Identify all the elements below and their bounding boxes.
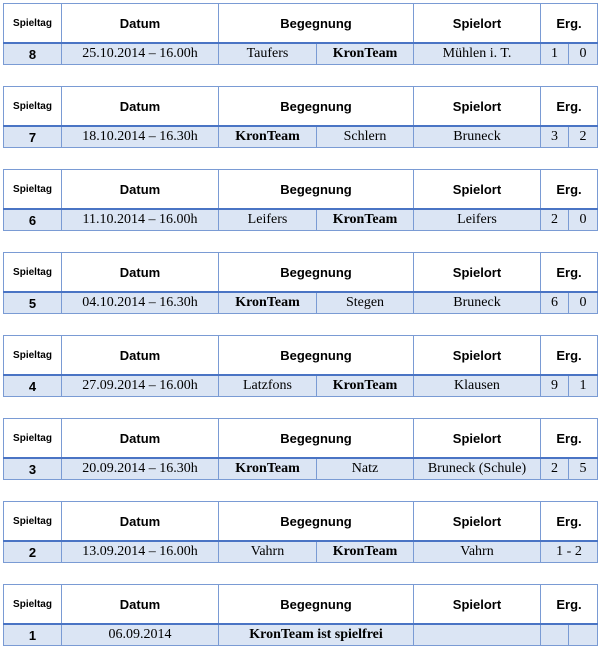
spielort-cell: Bruneck: [414, 126, 541, 148]
home-team-cell: Leifers: [219, 209, 317, 231]
header-row: [4, 170, 598, 210]
header-spieltag: Spieltag: [4, 4, 62, 44]
header-spielort: Spielort: [414, 502, 541, 542]
spielort-cell: Vahrn: [414, 541, 541, 563]
header-datum: Datum: [62, 502, 219, 542]
away-team-cell: KronTeam: [317, 43, 414, 65]
home-team-cell: KronTeam: [219, 458, 317, 480]
header-spieltag: Spieltag: [4, 419, 62, 459]
header-begegnung: Begegnung: [219, 419, 414, 459]
goals-away-cell: 5: [569, 458, 598, 480]
header-begegnung: Begegnung: [219, 87, 414, 127]
datum-cell: 18.10.2014 – 16.30h: [62, 126, 219, 148]
match-row: [4, 126, 598, 148]
match-row: [4, 541, 598, 563]
goals-home-cell: 6: [541, 292, 569, 314]
header-row: [4, 585, 598, 625]
header-ergebnis: Erg.: [541, 4, 598, 44]
header-begegnung: Begegnung: [219, 4, 414, 44]
match-row: [4, 43, 598, 65]
header-datum: Datum: [62, 253, 219, 293]
spieltag-cell: 2: [4, 541, 62, 563]
away-team-cell: Natz: [317, 458, 414, 480]
home-team-cell: Vahrn: [219, 541, 317, 563]
match-table: [3, 335, 597, 397]
goals-away-cell: [569, 624, 598, 646]
header-spieltag: Spieltag: [4, 87, 62, 127]
match-table: [3, 252, 597, 314]
header-ergebnis: Erg.: [541, 170, 598, 210]
result-cell: 1 - 2: [541, 541, 598, 563]
spieltag-cell: 3: [4, 458, 62, 480]
header-spielort: Spielort: [414, 87, 541, 127]
away-team-cell: Stegen: [317, 292, 414, 314]
goals-home-cell: 3: [541, 126, 569, 148]
away-team-cell: KronTeam: [317, 209, 414, 231]
spieltag-cell: 1: [4, 624, 62, 646]
header-row: [4, 419, 598, 459]
header-row: [4, 87, 598, 127]
match-table: [3, 418, 597, 480]
spielort-cell: Leifers: [414, 209, 541, 231]
match-table: [3, 501, 597, 563]
header-spielort: Spielort: [414, 336, 541, 376]
header-begegnung: Begegnung: [219, 253, 414, 293]
goals-away-cell: 0: [569, 292, 598, 314]
datum-cell: 11.10.2014 – 16.00h: [62, 209, 219, 231]
away-team-cell: Schlern: [317, 126, 414, 148]
spielort-cell: Klausen: [414, 375, 541, 397]
header-spielort: Spielort: [414, 253, 541, 293]
goals-home-cell: [541, 624, 569, 646]
spieltag-cell: 4: [4, 375, 62, 397]
header-datum: Datum: [62, 170, 219, 210]
header-ergebnis: Erg.: [541, 585, 598, 625]
header-spieltag: Spieltag: [4, 336, 62, 376]
match-row: [4, 458, 598, 480]
match-row: [4, 209, 598, 231]
goals-away-cell: 0: [569, 43, 598, 65]
away-team-cell: KronTeam: [317, 541, 414, 563]
header-begegnung: Begegnung: [219, 336, 414, 376]
spieltag-cell: 8: [4, 43, 62, 65]
header-begegnung: Begegnung: [219, 502, 414, 542]
header-datum: Datum: [62, 419, 219, 459]
datum-cell: 06.09.2014: [62, 624, 219, 646]
spielort-cell: Bruneck: [414, 292, 541, 314]
datum-cell: 04.10.2014 – 16.30h: [62, 292, 219, 314]
goals-home-cell: 2: [541, 458, 569, 480]
goals-home-cell: 1: [541, 43, 569, 65]
away-team-cell: KronTeam: [317, 375, 414, 397]
header-spielort: Spielort: [414, 4, 541, 44]
spieltag-cell: 6: [4, 209, 62, 231]
header-row: [4, 336, 598, 376]
header-ergebnis: Erg.: [541, 419, 598, 459]
header-spieltag: Spieltag: [4, 170, 62, 210]
home-team-cell: KronTeam: [219, 126, 317, 148]
match-table: [3, 584, 597, 646]
header-ergebnis: Erg.: [541, 253, 598, 293]
header-row: [4, 4, 598, 44]
header-ergebnis: Erg.: [541, 502, 598, 542]
header-spielort: Spielort: [414, 419, 541, 459]
home-team-cell: KronTeam: [219, 292, 317, 314]
header-spieltag: Spieltag: [4, 502, 62, 542]
spieltag-cell: 7: [4, 126, 62, 148]
header-spielort: Spielort: [414, 585, 541, 625]
header-datum: Datum: [62, 4, 219, 44]
goals-away-cell: 0: [569, 209, 598, 231]
goals-home-cell: 9: [541, 375, 569, 397]
goals-home-cell: 2: [541, 209, 569, 231]
home-team-cell: Latzfons: [219, 375, 317, 397]
match-row: [4, 624, 598, 646]
match-table: [3, 169, 597, 231]
header-datum: Datum: [62, 336, 219, 376]
datum-cell: 20.09.2014 – 16.30h: [62, 458, 219, 480]
spielfrei-note-cell: KronTeam ist spielfrei: [219, 624, 414, 646]
header-datum: Datum: [62, 87, 219, 127]
header-spielort: Spielort: [414, 170, 541, 210]
spielort-cell: Mühlen i. T.: [414, 43, 541, 65]
spielort-cell: [414, 624, 541, 646]
header-spieltag: Spieltag: [4, 585, 62, 625]
datum-cell: 27.09.2014 – 16.00h: [62, 375, 219, 397]
spieltag-cell: 5: [4, 292, 62, 314]
header-ergebnis: Erg.: [541, 336, 598, 376]
goals-away-cell: 2: [569, 126, 598, 148]
header-spieltag: Spieltag: [4, 253, 62, 293]
header-ergebnis: Erg.: [541, 87, 598, 127]
match-table: [3, 86, 597, 148]
header-row: [4, 253, 598, 293]
header-datum: Datum: [62, 585, 219, 625]
home-team-cell: Taufers: [219, 43, 317, 65]
goals-away-cell: 1: [569, 375, 598, 397]
match-row: [4, 375, 598, 397]
datum-cell: 25.10.2014 – 16.00h: [62, 43, 219, 65]
spielort-cell: Bruneck (Schule): [414, 458, 541, 480]
match-row: [4, 292, 598, 314]
header-row: [4, 502, 598, 542]
header-begegnung: Begegnung: [219, 585, 414, 625]
match-table: [3, 3, 597, 65]
header-begegnung: Begegnung: [219, 170, 414, 210]
datum-cell: 13.09.2014 – 16.00h: [62, 541, 219, 563]
